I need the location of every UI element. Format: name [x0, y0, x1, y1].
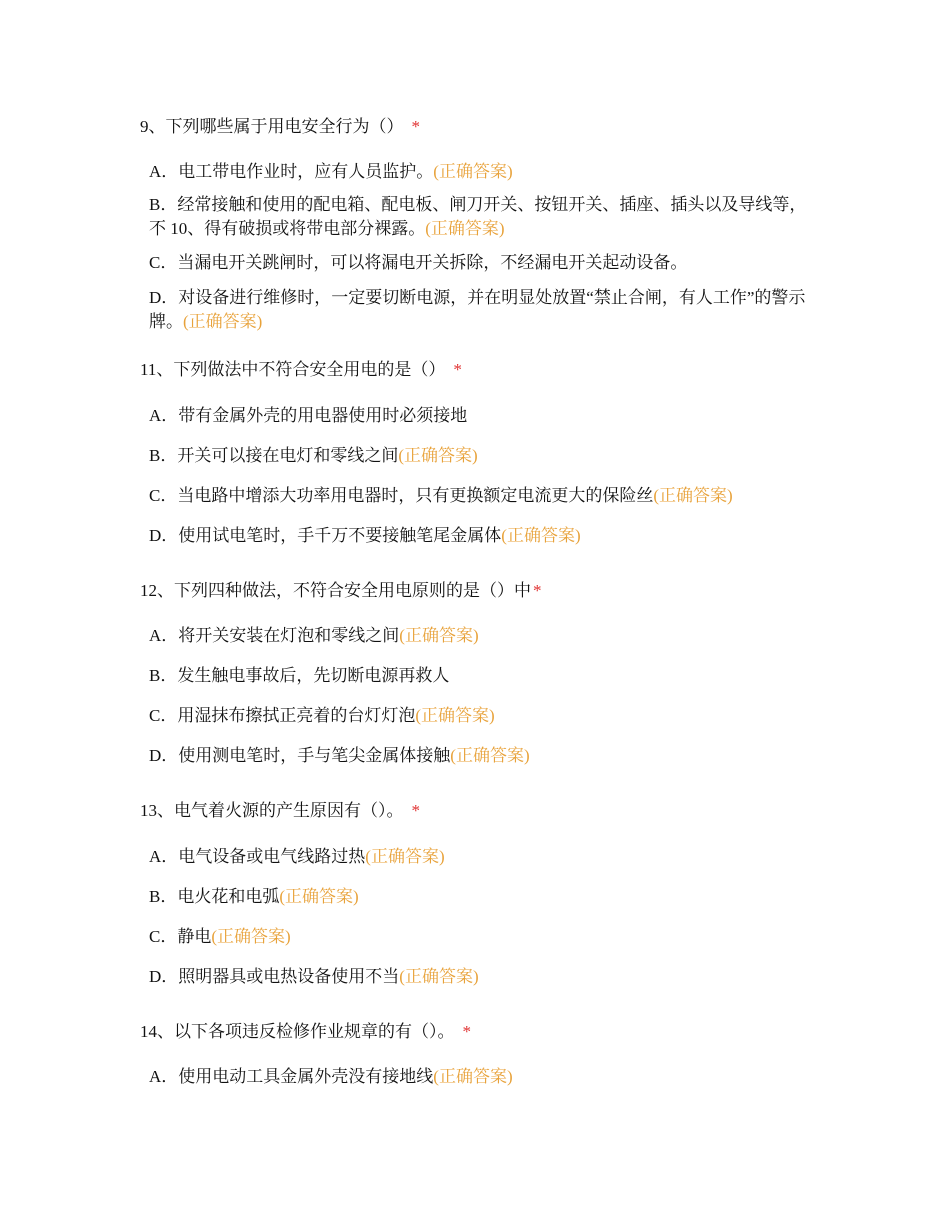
- correct-answer-tag: (正确答案): [433, 162, 513, 181]
- option-letter: A．: [149, 1067, 179, 1086]
- correct-answer-tag: (正确答案): [365, 847, 445, 866]
- option-12c: [149, 704, 809, 728]
- option-9a: [149, 160, 809, 184]
- correct-answer-tag: (正确答案): [211, 927, 291, 946]
- question-number: 13、: [140, 801, 174, 820]
- option-text: 带有金属外壳的用电器使用时必须接地: [178, 406, 468, 425]
- option-letter: B．: [149, 195, 178, 214]
- required-asterisk: *: [411, 801, 420, 820]
- option-13a: [149, 845, 809, 869]
- question-12: [140, 579, 820, 603]
- option-text: 将开关安装在灯泡和零线之间: [178, 626, 400, 645]
- option-9b: [149, 193, 809, 241]
- question-9: [140, 115, 820, 139]
- option-11d: [149, 524, 809, 548]
- option-letter: C．: [149, 706, 178, 725]
- option-letter: D．: [149, 967, 179, 986]
- option-letter: A．: [149, 626, 179, 645]
- correct-answer-tag: (正确答案): [501, 526, 581, 545]
- option-text: 使用试电笔时，手千万不要接触笔尾金属体: [178, 526, 502, 545]
- correct-answer-tag: (正确答案): [279, 887, 359, 906]
- option-letter: D．: [149, 288, 179, 307]
- option-letter: B．: [149, 887, 178, 906]
- option-13b: [149, 885, 809, 909]
- option-letter: C．: [149, 486, 178, 505]
- option-text: 用湿抹布擦拭正亮着的台灯灯泡: [177, 706, 416, 725]
- correct-answer-tag: (正确答案): [183, 312, 263, 331]
- correct-answer-tag: (正确答案): [425, 219, 505, 238]
- question-text: 下列哪些属于用电安全行为（）: [165, 117, 404, 136]
- option-11a: [149, 404, 809, 428]
- question-text: 下列四种做法，不符合安全用电原则的是（）中: [174, 581, 531, 600]
- question-13: [140, 799, 820, 823]
- option-letter: C．: [149, 927, 178, 946]
- option-text: 使用测电笔时，手与笔尖金属体接触: [178, 746, 451, 765]
- required-asterisk: *: [453, 360, 462, 379]
- required-asterisk: *: [462, 1022, 471, 1041]
- option-11c: [149, 484, 809, 508]
- option-text: 照明器具或电热设备使用不当: [178, 967, 400, 986]
- option-letter: A．: [149, 847, 179, 866]
- option-letter: D．: [149, 526, 179, 545]
- option-text: 发生触电事故后，先切断电源再救人: [177, 666, 450, 685]
- correct-answer-tag: (正确答案): [433, 1067, 513, 1086]
- correct-answer-tag: (正确答案): [399, 967, 479, 986]
- question-text: 下列做法中不符合安全用电的是（）: [173, 360, 446, 379]
- option-12b: [149, 664, 809, 688]
- option-text: 静电: [177, 927, 212, 946]
- option-13c: [149, 925, 809, 949]
- question-number: 11、: [140, 360, 174, 379]
- question-number: 9、: [140, 117, 166, 136]
- option-text: 电火花和电弧: [177, 887, 280, 906]
- option-letter: A．: [149, 162, 179, 181]
- option-text: 电气设备或电气线路过热: [178, 847, 366, 866]
- required-asterisk: *: [533, 581, 542, 600]
- option-9d: [149, 286, 809, 334]
- option-14a: [149, 1065, 809, 1089]
- correct-answer-tag: (正确答案): [399, 626, 479, 645]
- correct-answer-tag: (正确答案): [398, 446, 478, 465]
- option-text: 当漏电开关跳闸时，可以将漏电开关拆除，不经漏电开关起动设备。: [177, 253, 688, 272]
- option-text: 开关可以接在电灯和零线之间: [177, 446, 399, 465]
- option-text: 电工带电作业时，应有人员监护。: [178, 162, 434, 181]
- option-letter: D．: [149, 746, 179, 765]
- correct-answer-tag: (正确答案): [415, 706, 495, 725]
- question-number: 12、: [140, 581, 174, 600]
- question-text: 电气着火源的产生原因有（）。: [174, 801, 404, 820]
- correct-answer-tag: (正确答案): [653, 486, 733, 505]
- option-letter: B．: [149, 666, 178, 685]
- required-asterisk: *: [411, 117, 420, 136]
- correct-answer-tag: (正确答案): [450, 746, 530, 765]
- question-11: [140, 358, 820, 382]
- option-text: 对设备进行维修时，一定要切断电源，并在明显处放置“禁止合闸，有人工作”的警示牌。: [149, 288, 806, 331]
- option-text: 使用电动工具金属外壳没有接地线: [178, 1067, 434, 1086]
- option-9c: [149, 251, 809, 275]
- option-letter: C．: [149, 253, 178, 272]
- option-12a: [149, 624, 809, 648]
- option-11b: [149, 444, 809, 468]
- option-letter: B．: [149, 446, 178, 465]
- option-letter: A．: [149, 406, 179, 425]
- question-text: 以下各项违反检修作业规章的有（）。: [174, 1022, 455, 1041]
- question-number: 14、: [140, 1022, 174, 1041]
- option-text: 当电路中增添大功率用电器时，只有更换额定电流更大的保险丝: [177, 486, 654, 505]
- option-text: 经常接触和使用的配电箱、配电板、闸刀开关、按钮开关、插座、插头以及导线等，不 10、得有破损或将带电部分裸露。: [149, 195, 807, 238]
- option-13d: [149, 965, 809, 989]
- option-12d: [149, 744, 809, 768]
- question-14: [140, 1020, 820, 1044]
